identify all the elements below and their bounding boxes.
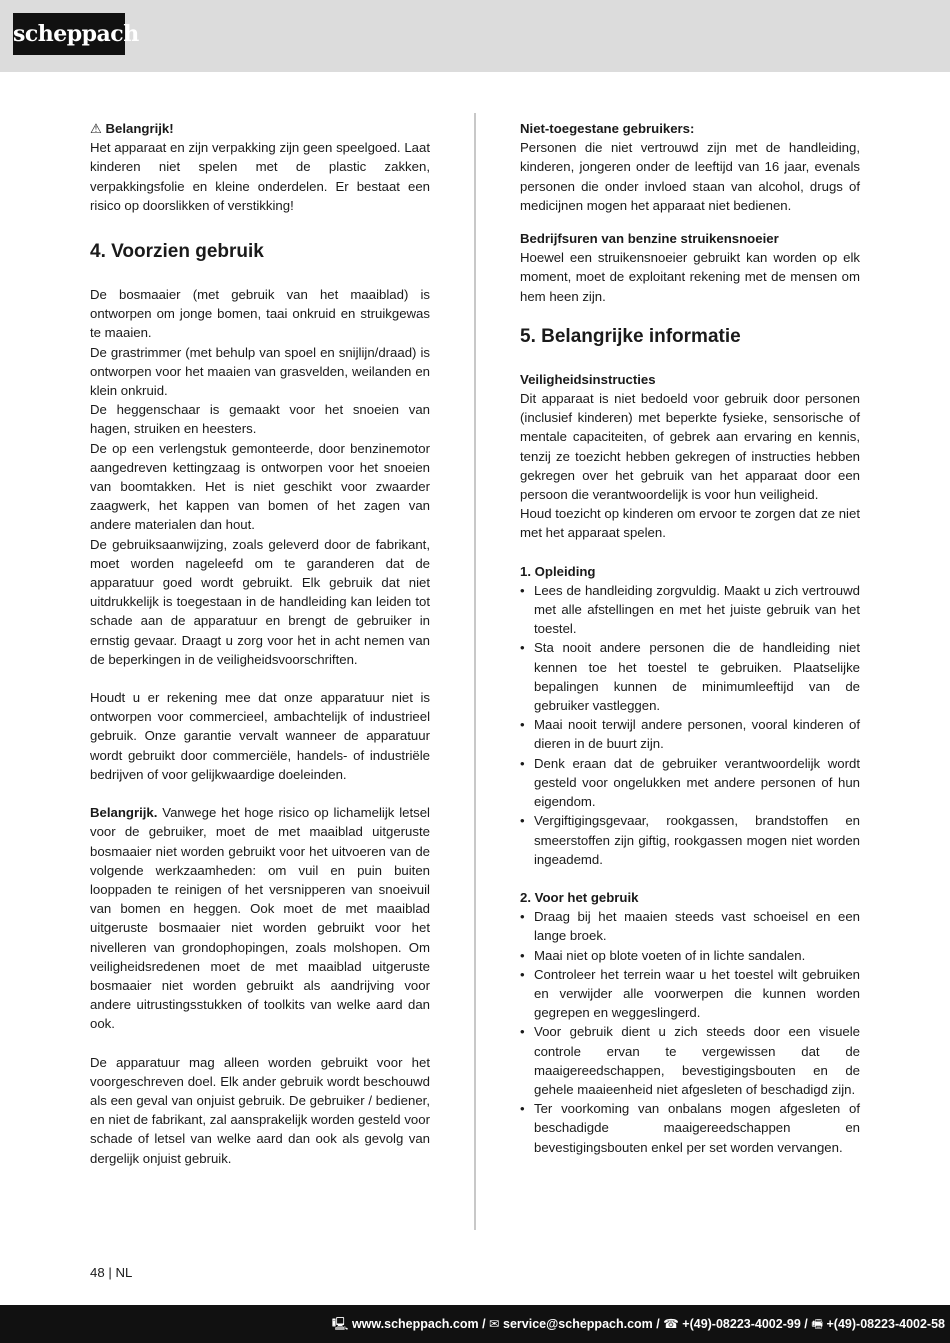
list-item: • Denk eraan dat de gebruiker verantwoordelijk wordt gesteld voor ongelukken met andere personen of hun eigendom. [520, 755, 860, 810]
paragraph: De op een verlengstuk gemonteerde, door benzinemotor aangedreven kettingzaag is ontworpen voor het snoeien van boomtakken. Het is niet geschikt voor zwaarder zaagwerk, het kappen van bomen of het zagen van andere materialen dan hout. [90, 440, 430, 533]
unauthorized-users-title: Niet-toegestane gebruikers: [520, 121, 695, 136]
page-footer [0, 1305, 950, 1343]
paragraph: De bosmaaier (met gebruik van het maaiblad) is ontworpen om jonge bomen, taai onkruid en struikgewas te maaien. [90, 287, 430, 341]
training-list [520, 581, 860, 869]
important-label: Belangrijk. [90, 805, 158, 821]
list-item: • Ter voorkoming van onbalans mogen afgesleten of beschadigde maaigereedschappen en bevestigingsbouten enkel per set worden vervangen. [520, 1101, 860, 1155]
safety-title: Veiligheidsinstructies [520, 371, 656, 387]
mail-icon: ✉ [489, 1317, 500, 1331]
warning-text: Het apparaat en zijn verpakking zijn geen speelgoed. Laat kinderen niet spelen met de plastic zakken, verpakkingsfolie en kleine onderdelen. Er bestaat een risico op doorslikken of verstikking! [90, 140, 430, 213]
paragraph: De apparatuur mag alleen worden gebruikt voor het voorgeschreven doel. Elk ander gebruik wordt beschouwd als een geval van onjuist gebruik. De gebruiker / bediener, en niet de fabrikant, zal aansprakelijk worden gesteld voor schade of letsel van welke aard dan ook als gevolg van dergelijk onjuist gebruik. [90, 1054, 430, 1166]
list-item: • Voor gebruik dient u zich steeds door een visuele controle ervan te vergewissen dat de maaigereedschappen, bevestigingsbouten en de gehele maaieenheid niet afgesleten of beschadigd zijn. [520, 1024, 860, 1097]
paragraph: De heggenschaar is gemaakt voor het snoeien van hagen, struiken en heesters. [90, 402, 430, 437]
footer-phone: +(49)-08223-4002-99 / [682, 1317, 808, 1331]
paragraph: Houdt u er rekening mee dat onze apparatuur niet is ontworpen voor commercieel, ambachtelijk of industrieel gebruik. Onze garantie vervalt wanneer de apparatuur wordt gebruikt door commerciële, handels- of industriële bedrijven of voor gelijkwaardige doeleinden. [90, 690, 430, 782]
section-5-heading: 5. Belangrijke informatie [520, 325, 741, 347]
operating-hours-text: Hoewel een struikensnoeier gebruikt kan worden op elk moment, moet de exploitant rekening met de mensen om hem heen zijn. [520, 250, 860, 304]
column-divider [474, 113, 476, 1230]
footer-email[interactable]: service@scheppach.com / [503, 1317, 660, 1331]
page-header [0, 0, 950, 72]
list-item: • Maai niet op blote voeten of in lichte sandalen. [520, 947, 806, 963]
list-item: • Controleer het terrein waar u het toestel wilt gebruiken en verwijder alle voorwerpen die kunnen worden gegrepen en weggeslingerd. [520, 966, 860, 1021]
footer-contact [0, 1305, 950, 1343]
warning-icon: ⚠ [90, 121, 102, 136]
phone-icon: ☎ [663, 1317, 679, 1331]
footer-website[interactable]: www.scheppach.com / [351, 1317, 486, 1331]
paragraph: De gebruiksaanwijzing, zoals geleverd door de fabrikant, moet worden nageleefd om te garanderen dat de apparatuur goed wordt gebruikt. Elk gebruik dat niet uitdrukkelijk is toegestaan in de handleiding kan leiden tot schade aan de apparatuur en brengt de gebruiker in ernstig gevaar. Draagt u zorg voor het in acht nemen van de beperkingen in de veiligheidsvoorschriften. [90, 536, 430, 667]
footer-fax: +(49)-08223-4002-58 [826, 1317, 945, 1331]
paragraph: De grastrimmer (met behulp van spoel en snijlijn/draad) is ontworpen voor het maaien van grasvelden, weilanden en klein onkruid. [90, 344, 430, 399]
list-item: • Lees de handleiding zorgvuldig. Maakt u zich vertrouwd met alle afstellingen en met het juiste gebruik van het toestel. [520, 582, 860, 637]
list-item: • Maai nooit terwijl andere personen, vooral kinderen of dieren in de buurt zijn. [520, 717, 860, 752]
scheppach-logo: scheppach [13, 13, 125, 55]
left-column [90, 119, 430, 1168]
safety-text-2: Houd toezicht op kinderen om ervoor te zorgen dat ze niet met het apparaat spelen. [520, 506, 860, 541]
before-use-list [520, 907, 860, 1157]
unauthorized-users-text: Personen die niet vertrouwd zijn met de handleiding, kinderen, jongeren onder de leeftijd van 16 jaar, evenals personen die onder invloed staan van alcohol, drugs of medicijnen mogen het apparaat niet bedienen. [520, 140, 860, 213]
computer-icon: 🖳 [331, 1317, 349, 1331]
operating-hours-title: Bedrijfsuren van benzine struikensnoeier [520, 231, 779, 247]
subsection-before-use-title: 2. Voor het gebruik [520, 889, 639, 905]
section-4-heading: 4. Voorzien gebruik [90, 241, 264, 263]
page-number: 48 | NL [90, 1265, 133, 1280]
list-item: • Vergiftigingsgevaar, rookgassen, brandstoffen en smeerstoffen zijn giftig, rookgassen mogen niet worden ingeademd. [520, 813, 860, 867]
safety-text: Dit apparaat is niet bedoeld voor gebruik door personen (inclusief kinderen) met beperkte fysieke, sensorische of mentale capaciteiten, of gebrek aan ervaring en kennis, tenzij ze toezicht hebben gekregen of instructies hebben gekregen over het gebruik van het apparaat door een persoon die verantwoordelijk is voor hun veiligheid. [520, 391, 860, 503]
subsection-training-title: 1. Opleiding [520, 563, 596, 579]
right-column [520, 119, 860, 1157]
important-paragraph: Belangrijk. Vanwege het hoge risico op lichamelijk letsel voor de gebruiker, moet de met maaiblad uitgeruste bosmaaier niet worden gebruikt voor het uitvoeren van de volgende werkzaamheden: om vuil en puin buiten looppaden te reinigen of het versnipperen van snoeivuil van bomen en heggen. Ook moet de met maaiblad uitgeruste bosmaaier niet worden gebruikt voor het nivelleren van grondophopingen, zoals molshopen. Om veiligheidsredenen moet de met maaiblad uitgeruste bosmaaier niet worden gebruikt als aandrijving voor andere uitrustingsstukken of toolkits van welke aard dan ook. [90, 805, 430, 1032]
list-item: • Draag bij het maaien steeds vast schoeisel en een lange broek. [520, 909, 860, 944]
list-item: • Sta nooit andere personen die de handleiding niet kennen toe het toestel te gebruiken. Plaatselijke bepalingen kunnen de minimumleeftijd van de gebruiker vastleggen. [520, 640, 860, 714]
warning-title: ⚠ Belangrijk! [90, 121, 174, 136]
fax-icon: 🖷 [811, 1317, 824, 1331]
